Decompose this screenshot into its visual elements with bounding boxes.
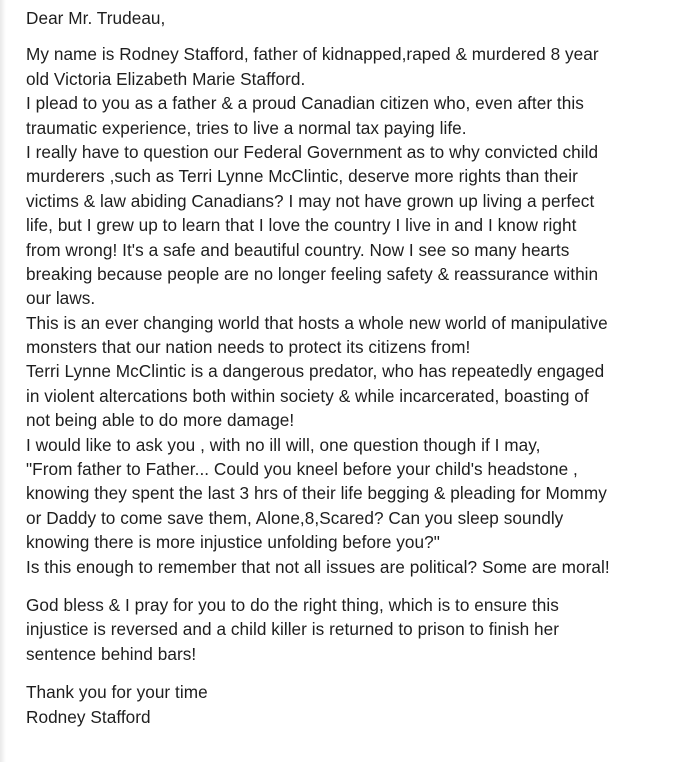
- body-line: old Victoria Elizabeth Marie Stafford.: [26, 68, 306, 89]
- paragraph-spacer: [26, 666, 670, 680]
- body-line: I really have to question our Federal Government as to why convicted child: [26, 141, 599, 162]
- paragraph-spacer: [26, 579, 670, 593]
- quote-line: knowing they spent the last 3 hrs of their life begging & pleading for Mommy: [26, 483, 607, 504]
- body-line: breaking because people are no longer feeling safety & reassurance within: [26, 263, 599, 284]
- body-line: This is an ever changing world that hosts a whole new world of manipulative: [26, 312, 608, 333]
- body-line: our laws.: [26, 288, 96, 309]
- quote-line: knowing there is more injustice unfolding before you?": [26, 532, 440, 553]
- body-line: injustice is reversed and a child killer is returned to prison to finish her: [26, 619, 560, 640]
- quote-line: "From father to Father... Could you kneel before your child's headstone ,: [26, 459, 578, 480]
- body-line: sentence behind bars!: [26, 643, 197, 664]
- body-line: Terri Lynne McClintic is a dangerous predator, who has repeatedly engaged: [26, 361, 605, 382]
- body-line: I plead to you as a father & a proud Canadian citizen who, even after this: [26, 93, 584, 114]
- body-line: victims & law abiding Canadians? I may not have grown up living a perfect: [26, 190, 595, 211]
- closing: Thank you for your time: [26, 682, 208, 703]
- body-line: traumatic experience, tries to live a normal tax paying life.: [26, 117, 467, 138]
- body-line: murderers ,such as Terri Lynne McClintic, deserve more rights than their: [26, 166, 578, 187]
- letter-body-paragraph-1: [26, 42, 670, 579]
- body-line: I would like to ask you , with no ill will, one question though if I may,: [26, 434, 541, 455]
- body-line: not being able to do more damage!: [26, 410, 295, 431]
- body-line: God bless & I pray for you to do the right thing, which is to ensure this: [26, 594, 559, 615]
- body-line: from wrong! It's a safe and beautiful country. Now I see so many hearts: [26, 239, 570, 260]
- body-line: life, but I grew up to learn that I love the country I live in and I know right: [26, 215, 577, 236]
- signature: Rodney Stafford: [26, 706, 151, 727]
- body-line: in violent altercations both within society & while incarcerated, boasting of: [26, 385, 589, 406]
- body-line: Is this enough to remember that not all issues are political? Some are moral!: [26, 556, 610, 577]
- body-line: monsters that our nation needs to protect its citizens from!: [26, 337, 471, 358]
- quote-line: or Daddy to come save them, Alone,8,Scared? Can you sleep soundly: [26, 507, 564, 528]
- letter-body-paragraph-2: [26, 593, 670, 666]
- body-line: My name is Rodney Stafford, father of kidnapped,raped & murdered 8 year: [26, 44, 599, 65]
- salutation: Dear Mr. Trudeau,: [26, 8, 166, 28]
- paragraph-spacer: [26, 30, 670, 42]
